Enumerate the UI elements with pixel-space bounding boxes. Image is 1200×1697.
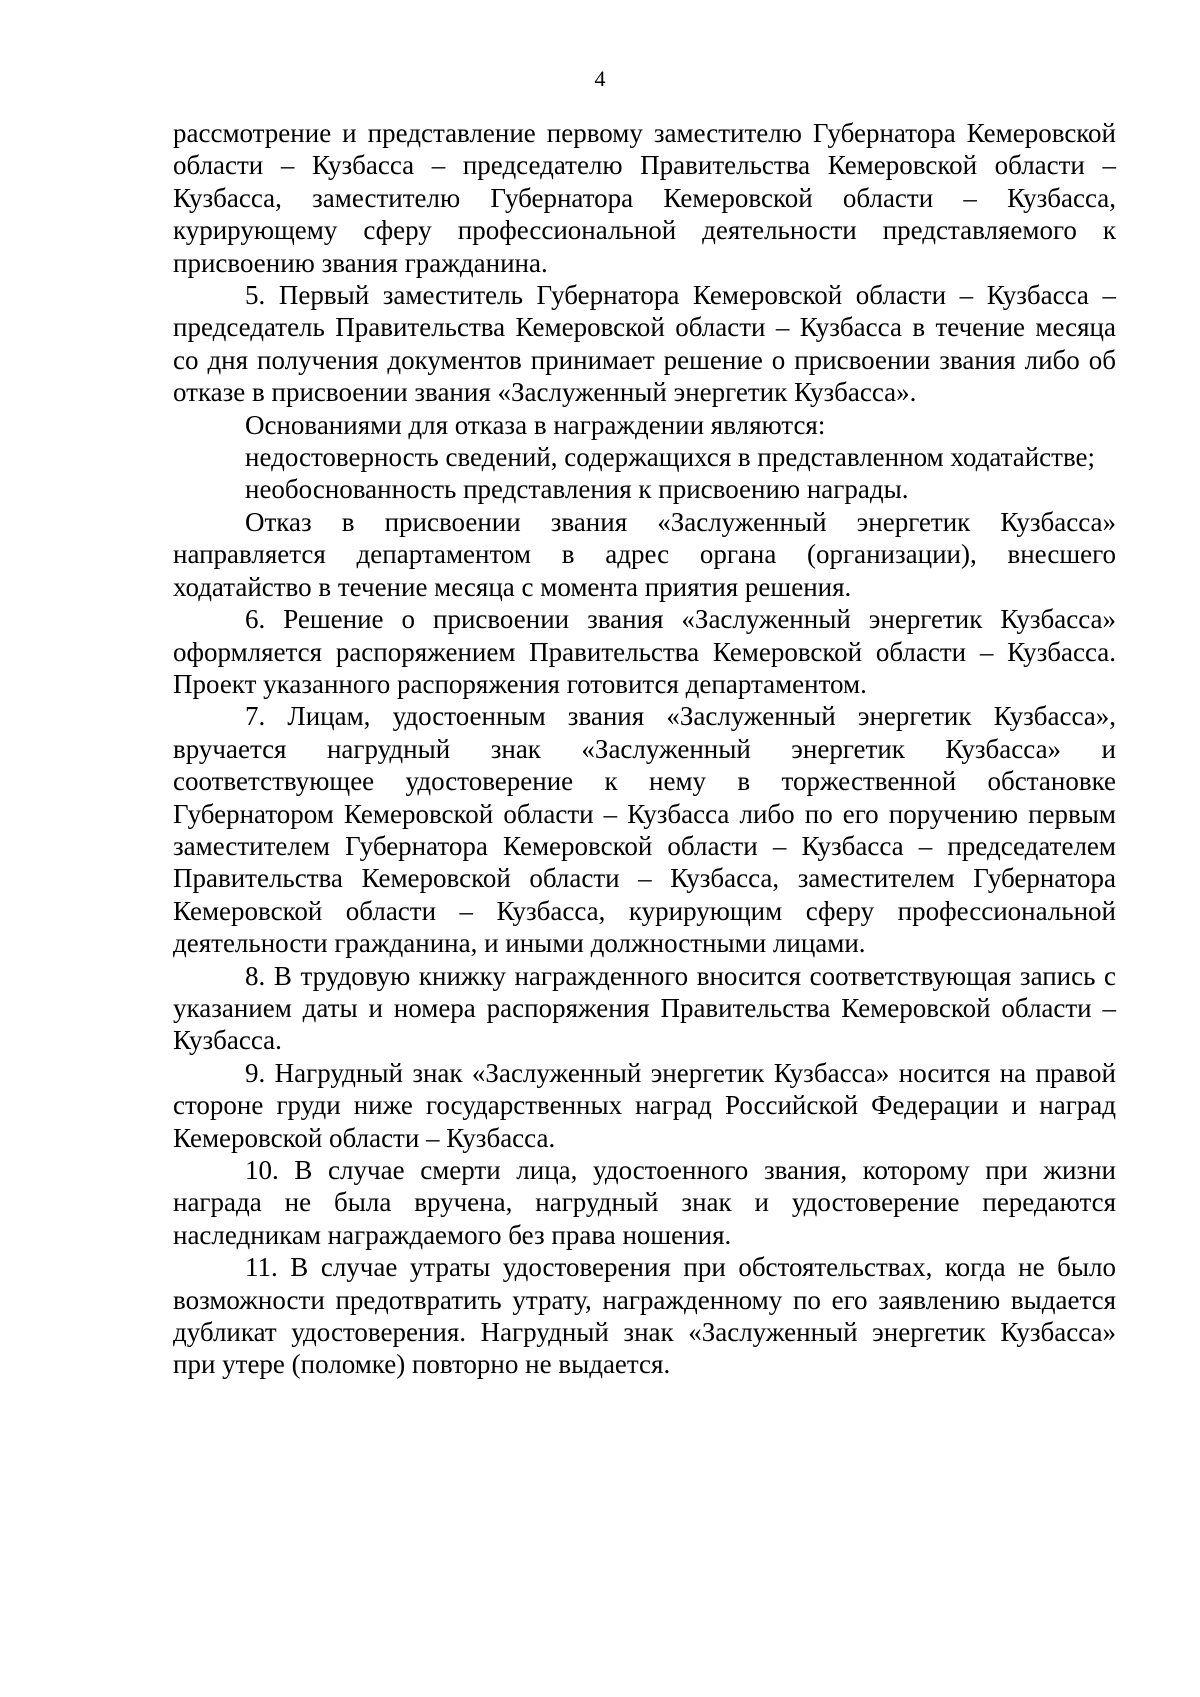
paragraph-item-11: 11. В случае утраты удостоверения при обстоятельствах, когда не было возможности предотвратить утрату, награжденному по его заявлению выдается дубликат удостоверения. Нагрудный знак «Заслуженный энергетик Кузбасса» при утере (поломке) повторно не выдается.	[173, 1252, 1116, 1380]
paragraph-item-10: 10. В случае смерти лица, удостоенного звания, которому при жизни награда не была вручена, нагрудный знак и удостоверение передаются наследникам награждаемого без права ношения.	[173, 1155, 1116, 1250]
paragraph-ground-1: недостоверность сведений, содержащихся в представленном ходатайстве;	[245, 442, 1096, 473]
paragraph-continuation: рассмотрение и представление первому заместителю Губернатора Кемеровской области – Кузбасса – председателю Правительства Кемеровской области – Кузбасса, заместителю Губернатора Кемеровской области – Кузбасса, курирующему сферу профессиональной деятельности представляемого к присвоению звания гражданина.	[173, 118, 1116, 278]
document-body	[173, 117, 1116, 1381]
paragraph-ground-2: необоснованность представления к присвоению награды.	[245, 474, 909, 505]
paragraph-item-7: 7. Лицам, удостоенным звания «Заслуженный энергетик Кузбасса», вручается нагрудный знак «Заслуженный энергетик Кузбасса» и соответствующее удостоверение к нему в торжественной обстановке Губернатором Кемеровской области – Кузбасса либо по его поручению первым заместителем Губернатора Кемеровской области – Кузбасса – председателем Правительства Кемеровской области – Кузбасса, заместителем Губернатора Кемеровской области – Кузбасса, курирующим сферу профессиональной деятельности гражданина, и иными должностными лицами.	[173, 701, 1116, 959]
paragraph-refusal-notice: Отказ в присвоении звания «Заслуженный энергетик Кузбасса» направляется департаментом в адрес органа (организации), внесшего ходатайство в течение месяца с момента приятия решения.	[173, 506, 1116, 602]
paragraph-item-6: 6. Решение о присвоении звания «Заслуженный энергетик Кузбасса» оформляется распоряжением Правительства Кемеровской области – Кузбасса. Проект указанного распоряжения готовится департаментом.	[173, 604, 1116, 699]
paragraph-item-5: 5. Первый заместитель Губернатора Кемеровской области – Кузбасса – председатель Правительства Кемеровской области – Кузбасса в течение месяца со дня получения документов принимает решение о присвоении звания либо об отказе в присвоении звания «Заслуженный энергетик Кузбасса».	[173, 280, 1116, 408]
paragraph-refusal-grounds: Основаниями для отказа в награждении являются:	[245, 409, 826, 440]
paragraph-item-8: 8. В трудовую книжку награжденного вносится соответствующая запись с указанием даты и номера распоряжения Правительства Кемеровской области – Кузбасса.	[173, 960, 1116, 1056]
page-number: 4	[594, 66, 606, 91]
paragraph-item-9: 9. Нагрудный знак «Заслуженный энергетик Кузбасса» носится на правой стороне груди ниже государственных наград Российской Федерации и наград Кемеровской области – Кузбасса.	[173, 1057, 1116, 1153]
